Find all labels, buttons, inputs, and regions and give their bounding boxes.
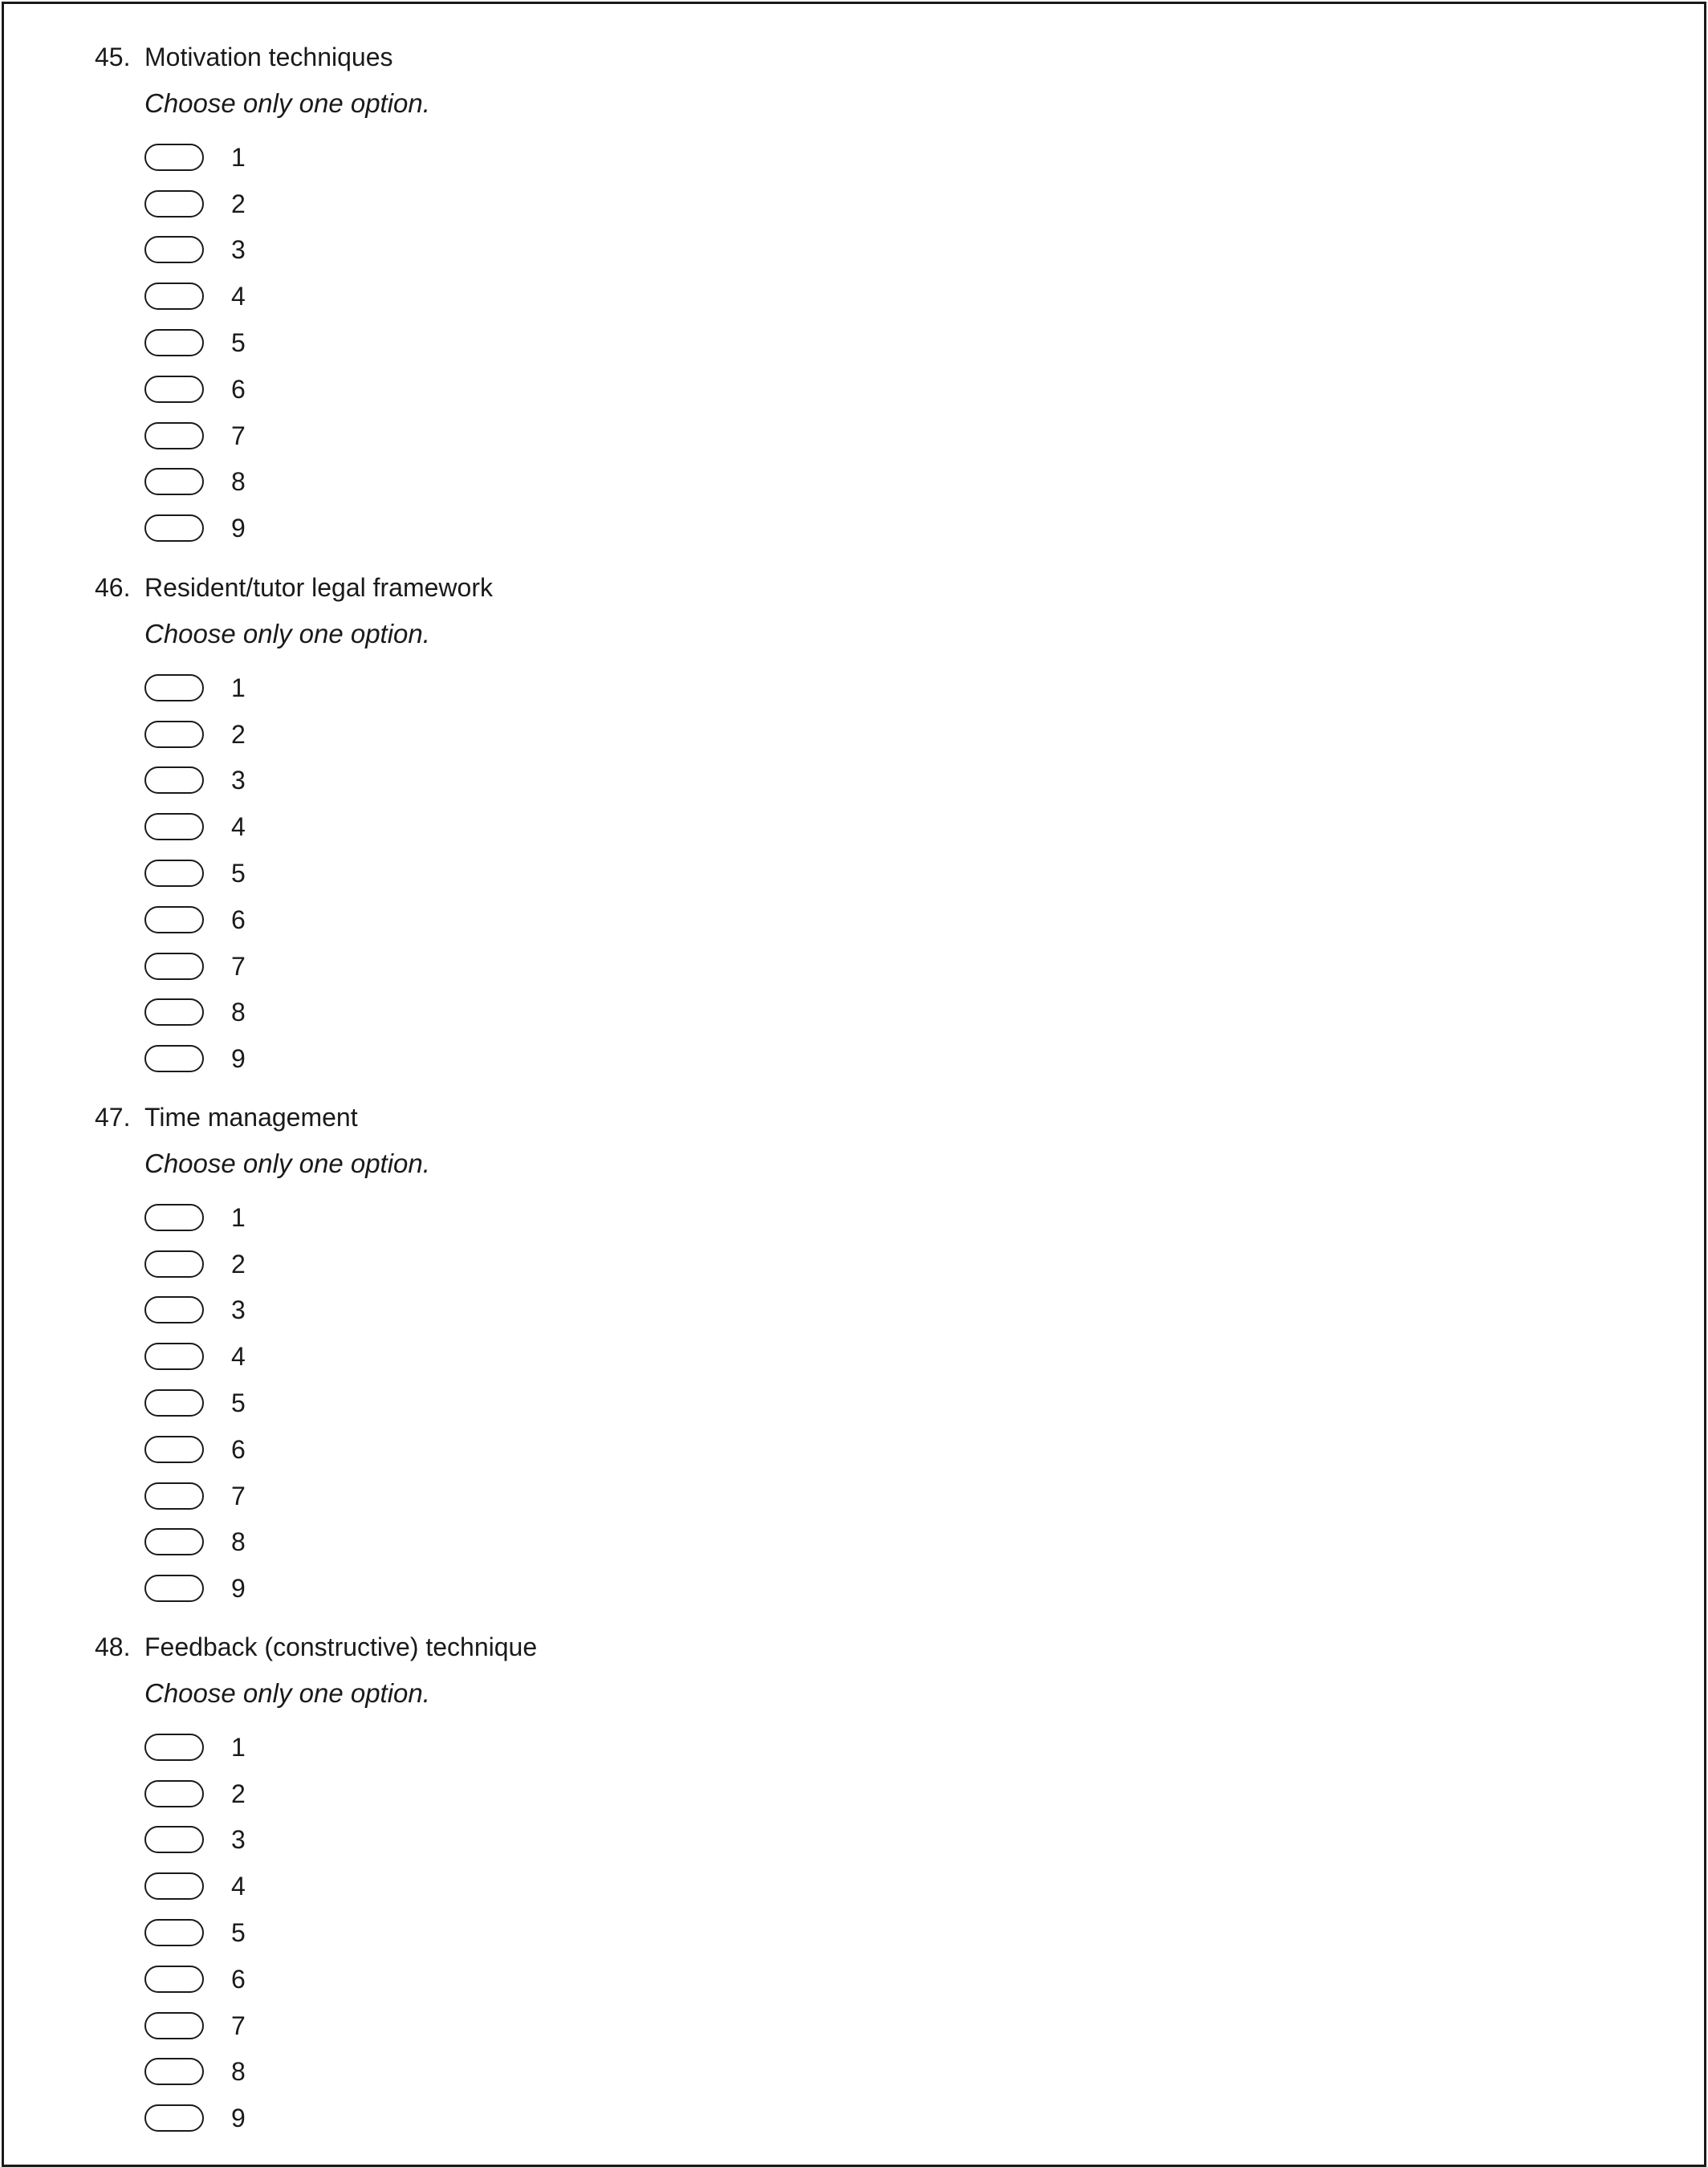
option-7[interactable] (144, 413, 1620, 459)
option-2[interactable] (144, 711, 1620, 758)
option-label: 4 (231, 1342, 246, 1372)
option-list (144, 1724, 1620, 2141)
option-9[interactable] (144, 1035, 1620, 1082)
option-label: 3 (231, 766, 246, 795)
question-number: 47. (95, 1103, 131, 1132)
option-label: 3 (231, 1825, 246, 1855)
option-label: 9 (231, 2104, 246, 2133)
option-1[interactable] (144, 134, 1620, 181)
option-8[interactable] (144, 2049, 1620, 2096)
option-label: 4 (231, 1872, 246, 1901)
option-label: 1 (231, 1732, 246, 1762)
question-46 (95, 571, 1620, 1082)
radio-button[interactable] (144, 144, 204, 171)
option-6[interactable] (144, 1426, 1620, 1473)
option-8[interactable] (144, 990, 1620, 1036)
option-list (144, 134, 1620, 551)
radio-button[interactable] (144, 1966, 204, 1993)
option-4[interactable] (144, 273, 1620, 319)
option-3[interactable] (144, 227, 1620, 274)
option-5[interactable] (144, 319, 1620, 366)
option-label: 2 (231, 1779, 246, 1808)
radio-button[interactable] (144, 236, 204, 263)
question-instruction: Choose only one option. (144, 1678, 430, 1708)
question-48 (95, 1631, 1620, 2141)
question-title (95, 571, 1620, 604)
radio-button[interactable] (144, 953, 204, 980)
radio-button[interactable] (144, 329, 204, 356)
radio-button[interactable] (144, 2104, 204, 2132)
radio-button[interactable] (144, 1343, 204, 1370)
radio-button[interactable] (144, 1919, 204, 1946)
radio-button[interactable] (144, 1045, 204, 1072)
option-label: 6 (231, 1964, 246, 1994)
radio-button[interactable] (144, 1528, 204, 1555)
radio-button[interactable] (144, 376, 204, 403)
question-title (95, 1101, 1620, 1133)
option-label: 1 (231, 1202, 246, 1232)
option-3[interactable] (144, 758, 1620, 804)
option-6[interactable] (144, 896, 1620, 943)
option-list (144, 665, 1620, 1082)
option-label: 4 (231, 282, 246, 311)
option-label: 2 (231, 719, 246, 749)
radio-button[interactable] (144, 422, 204, 449)
radio-button[interactable] (144, 906, 204, 933)
option-label: 9 (231, 1574, 246, 1604)
radio-button[interactable] (144, 1204, 204, 1231)
radio-button[interactable] (144, 998, 204, 1026)
question-title (95, 41, 1620, 73)
option-7[interactable] (144, 943, 1620, 990)
option-4[interactable] (144, 1863, 1620, 1909)
radio-button[interactable] (144, 1436, 204, 1463)
option-label: 3 (231, 235, 246, 265)
question-text: Time management (144, 1103, 358, 1132)
option-6[interactable] (144, 366, 1620, 413)
radio-button[interactable] (144, 1826, 204, 1853)
radio-button[interactable] (144, 190, 204, 218)
question-text: Motivation techniques (144, 43, 393, 71)
radio-button[interactable] (144, 1389, 204, 1417)
option-1[interactable] (144, 1194, 1620, 1241)
radio-button[interactable] (144, 1296, 204, 1323)
radio-button[interactable] (144, 1575, 204, 1602)
option-label: 6 (231, 905, 246, 934)
option-5[interactable] (144, 850, 1620, 896)
question-title (95, 1631, 1620, 1663)
option-label: 2 (231, 189, 246, 218)
option-list (144, 1194, 1620, 1612)
option-1[interactable] (144, 665, 1620, 711)
option-label: 5 (231, 1918, 246, 1948)
option-label: 6 (231, 374, 246, 404)
radio-button[interactable] (144, 1780, 204, 1807)
radio-button[interactable] (144, 514, 204, 542)
radio-button[interactable] (144, 813, 204, 840)
option-9[interactable] (144, 505, 1620, 551)
radio-button[interactable] (144, 283, 204, 310)
question-instruction: Choose only one option. (144, 88, 430, 118)
option-8[interactable] (144, 1519, 1620, 1566)
radio-button[interactable] (144, 674, 204, 701)
option-label: 4 (231, 812, 246, 842)
option-label: 2 (231, 1249, 246, 1279)
option-label: 9 (231, 514, 246, 543)
option-1[interactable] (144, 1724, 1620, 1771)
option-5[interactable] (144, 1909, 1620, 1956)
radio-button[interactable] (144, 1734, 204, 1761)
option-3[interactable] (144, 1287, 1620, 1334)
option-label: 5 (231, 859, 246, 888)
option-label: 8 (231, 467, 246, 497)
option-4[interactable] (144, 803, 1620, 850)
option-label: 7 (231, 421, 246, 450)
option-9[interactable] (144, 1565, 1620, 1612)
question-text: Feedback (constructive) technique (144, 1632, 538, 1661)
question-instruction: Choose only one option. (144, 619, 430, 648)
option-2[interactable] (144, 181, 1620, 227)
question-number: 48. (95, 1632, 131, 1661)
option-3[interactable] (144, 1817, 1620, 1864)
radio-button[interactable] (144, 721, 204, 748)
option-label: 5 (231, 328, 246, 358)
option-label: 8 (231, 998, 246, 1027)
option-label: 1 (231, 142, 246, 172)
question-instruction: Choose only one option. (144, 1149, 430, 1178)
option-label: 9 (231, 1044, 246, 1074)
radio-button[interactable] (144, 1872, 204, 1900)
option-label: 6 (231, 1434, 246, 1464)
option-label: 5 (231, 1388, 246, 1418)
option-6[interactable] (144, 1956, 1620, 2002)
option-7[interactable] (144, 1473, 1620, 1519)
option-4[interactable] (144, 1333, 1620, 1380)
option-label: 8 (231, 1527, 246, 1557)
option-9[interactable] (144, 2095, 1620, 2141)
radio-button[interactable] (144, 2058, 204, 2085)
option-label: 8 (231, 2057, 246, 2087)
option-8[interactable] (144, 459, 1620, 506)
radio-button[interactable] (144, 1250, 204, 1278)
question-number: 46. (95, 573, 131, 602)
option-label: 7 (231, 1481, 246, 1510)
question-47 (95, 1101, 1620, 1612)
question-45 (95, 41, 1620, 551)
question-text: Resident/tutor legal framework (144, 573, 493, 602)
option-7[interactable] (144, 2002, 1620, 2049)
option-2[interactable] (144, 1241, 1620, 1287)
radio-button[interactable] (144, 766, 204, 794)
question-number: 45. (95, 43, 131, 71)
radio-button[interactable] (144, 468, 204, 495)
option-2[interactable] (144, 1771, 1620, 1817)
option-5[interactable] (144, 1380, 1620, 1426)
option-label: 1 (231, 673, 246, 702)
option-label: 3 (231, 1295, 246, 1325)
radio-button[interactable] (144, 2012, 204, 2039)
radio-button[interactable] (144, 1482, 204, 1510)
option-label: 7 (231, 951, 246, 981)
option-label: 7 (231, 2010, 246, 2040)
radio-button[interactable] (144, 860, 204, 887)
